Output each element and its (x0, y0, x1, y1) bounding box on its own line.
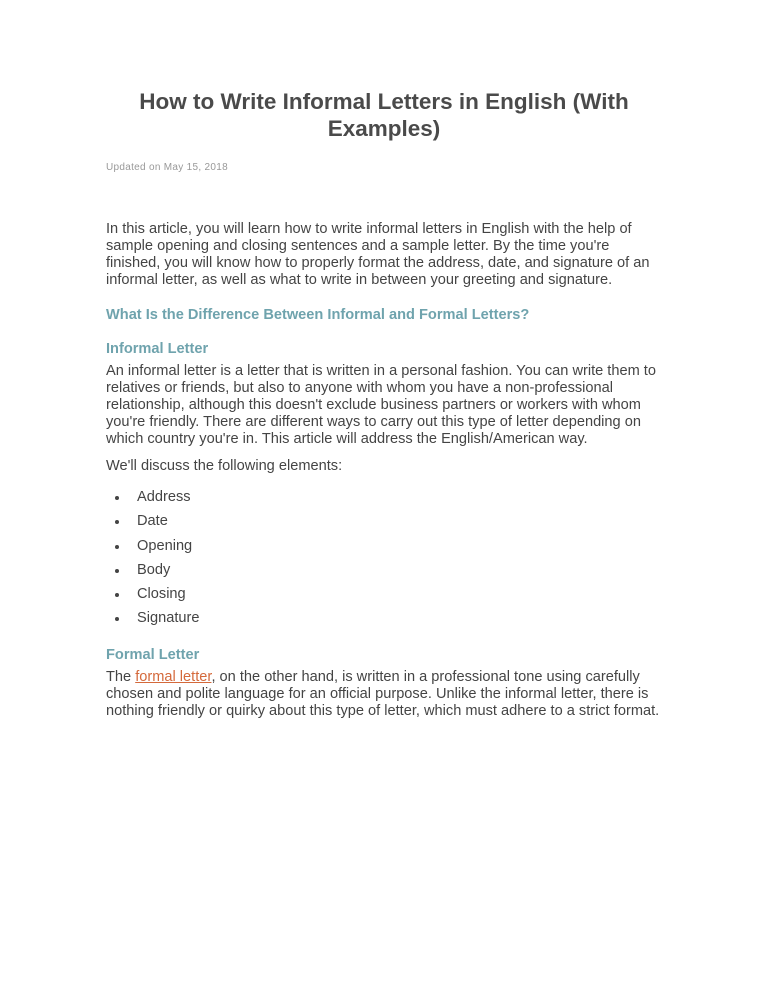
formal-letter-link[interactable]: formal letter (135, 668, 212, 685)
article (106, 88, 662, 720)
informal-letter-paragraph: An informal letter is a letter that is written in a personal fashion. You can write them to relatives or friends, but also to anyone with whom you have a non-professional relationship, although this doesn't exclude business partners or workers with whom you're friendly. There are different ways to carry out this type of letter depending on which country you're in. This article will address the English/American way. (106, 363, 656, 447)
list-item: Closing (137, 582, 662, 606)
list-item: Body (137, 558, 662, 582)
text: The (106, 668, 136, 685)
page-title: How to Write Informal Letters in English (With Examples) (139, 89, 629, 141)
list-item: Address (137, 485, 662, 509)
elements-list (106, 485, 662, 631)
formal-letter-heading: Formal Letter (106, 646, 200, 663)
formal-letter-paragraph (106, 669, 662, 720)
list-intro: We'll discuss the following elements: (106, 458, 343, 474)
list-item: Opening (137, 534, 662, 558)
informal-letter-heading: Informal Letter (106, 341, 209, 357)
section-heading: What Is the Difference Between Informal and Formal Letters? (106, 307, 530, 323)
list-item: Signature (137, 606, 662, 630)
intro-paragraph: In this article, you will learn how to write informal letters in English with the help of sample opening and closing sentences and a sample letter. By the time you're finished, you will know how to properly format the address, date, and signature of an informal letter, as well as what to write in between your greeting and signature. (106, 221, 650, 288)
list-item: Date (137, 509, 662, 533)
updated-date: Updated on May 15, 2018 (106, 162, 228, 173)
text: , on the other hand, is written in a professional tone using carefully chosen and polite language for an official purpose. Unlike the informal letter, there is nothing friendly or quirky about this type of letter, which must adhere to a strict format. (106, 668, 660, 719)
